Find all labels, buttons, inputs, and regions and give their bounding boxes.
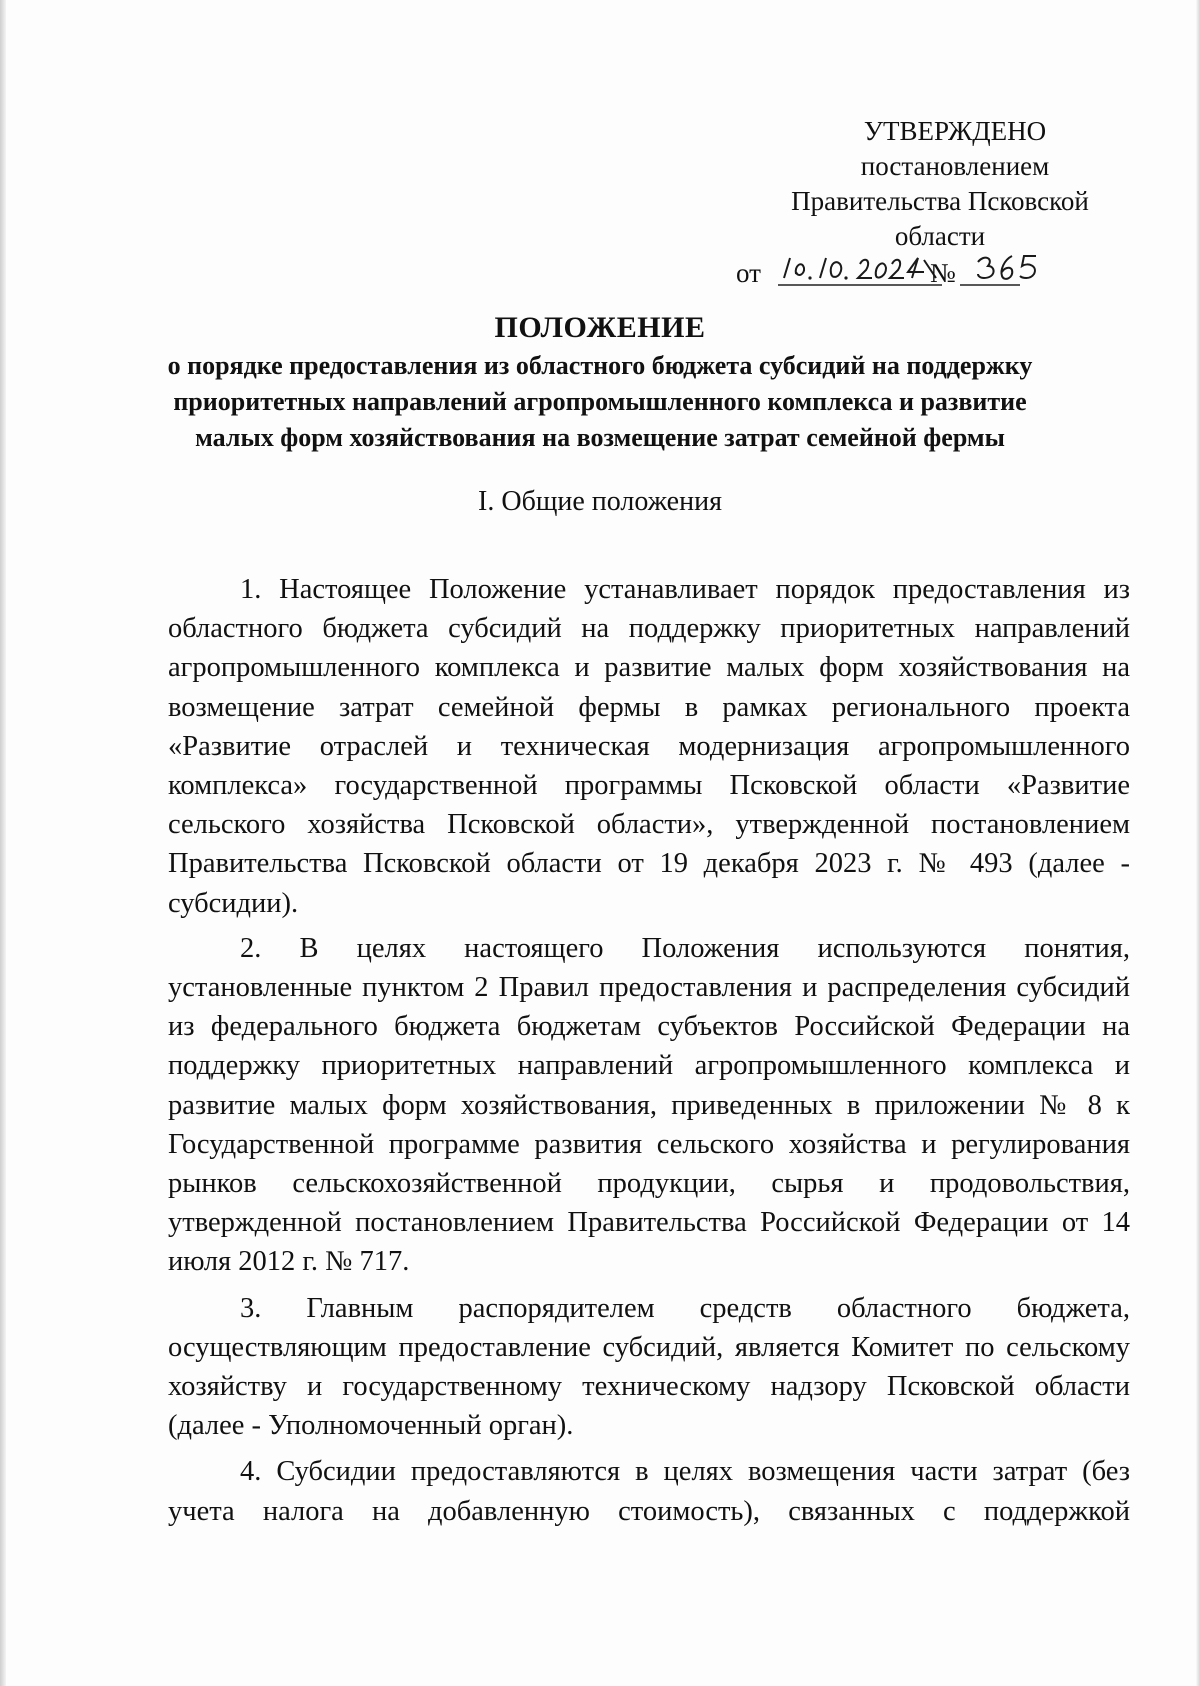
- scan-edge-right: [1196, 0, 1200, 1686]
- document-subtitle: о порядке предоставления из областного бюджета субсидий на поддержку приоритетных направлений агропромышленного комплекса и развитие малых форм хозяйствования на возмещение затрат семейной фермы: [167, 351, 1033, 452]
- handwritten-number: [970, 248, 1050, 292]
- by-decree-label: постановлением: [860, 151, 1050, 181]
- scan-edge-left: [0, 0, 6, 1686]
- approved-label: УТВЕРЖДЕНО: [863, 116, 1047, 146]
- document-title-block: [140, 308, 1060, 456]
- paragraph-2: 2. В целях настоящего Положения используются понятия, установленные пунктом 2 Правил предоставления и распределения субсидий из федерального бюджета бюджетам субъектов Российской Федерации на поддержку приоритетных направлений агропромышленного комплекса и развитие малых форм хозяйствования, приведенных в приложении № 8 к Государственной программе развития сельского хозяйства и регулирования рынков сельскохозяйственной продукции, сырья и продовольствия, утвержденной постановлением Правительства Российской Федерации от 14 июля 2012 г. № 717.: [168, 932, 1130, 1278]
- government-label: Правительства Псковской области: [791, 186, 1089, 251]
- number-label: №: [930, 258, 956, 288]
- paragraph-1: 1. Настоящее Положение устанавливает порядок предоставления из областного бюджета субсидий на поддержку приоритетных направлений агропромышленного комплекса и развитие малых форм хозяйствования на возмещение затрат семейной фермы в рамках регионального проекта «Развитие отраслей и техническая модернизация агропромышленного комплекса» государственной программы Псковской области «Развитие сельского хозяйства Псковской области», утвержденной постановлением Правительства Псковской области от 19 декабря 2023 г. № 493 (далее - субсидии).: [168, 574, 1130, 919]
- document-body: [168, 570, 1130, 1538]
- approval-stamp-block: [680, 114, 1130, 294]
- paragraph-4: 4. Субсидии предоставляются в целях возмещения части затрат (без учета налога на добавленную стоимость), связанных с поддержкой: [168, 1456, 1130, 1527]
- document-title: ПОЛОЖЕНИЕ: [494, 311, 706, 344]
- from-label: от: [736, 258, 761, 288]
- decree-date-number-line: [680, 254, 1130, 294]
- section-heading: I. Общие положения: [478, 486, 722, 517]
- paragraph-3: 3. Главным распорядителем средств областного бюджета, осуществляющим предоставление субсидий, является Комитет по сельскому хозяйству и государственному техническому надзору Псковской области (далее - Уполномоченный орган).: [168, 1292, 1130, 1442]
